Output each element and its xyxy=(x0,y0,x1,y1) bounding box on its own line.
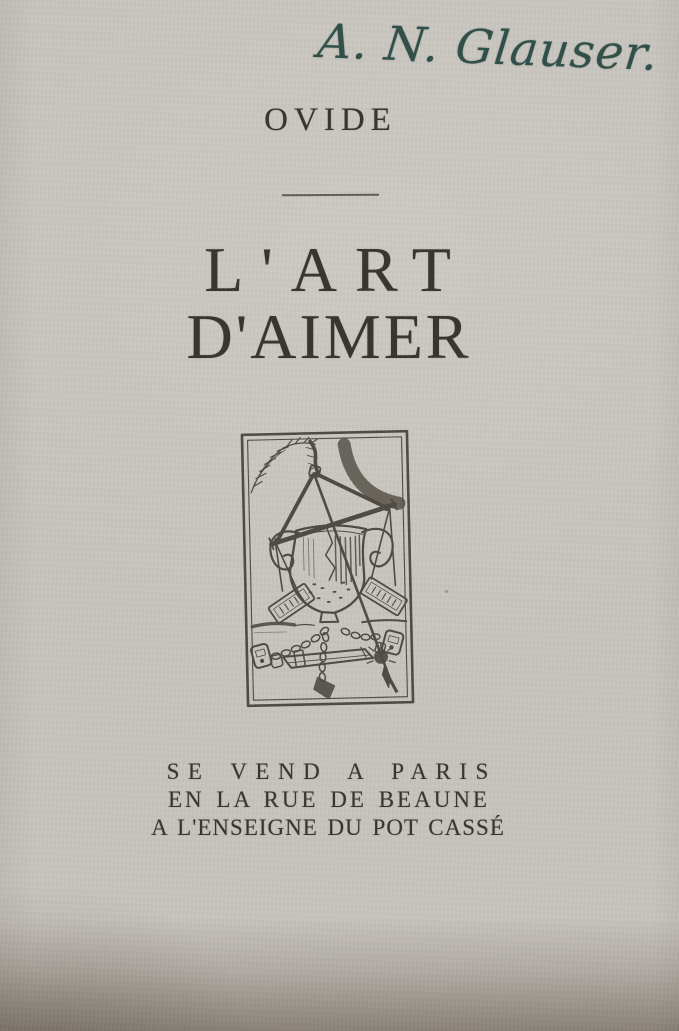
imprint-line-1 xyxy=(0,758,667,786)
title-line-2-text: D'AIMER xyxy=(186,301,472,372)
paper-speck xyxy=(445,590,448,593)
imprint-line-3-text: A L'ENSEIGNE DU POT CASSÉ xyxy=(151,815,505,840)
banner-right-icon xyxy=(360,577,407,616)
pot-casse-emblem xyxy=(240,429,415,708)
owner-inscription: A. N. Glauser. xyxy=(315,14,662,82)
author-name-text: OVIDE xyxy=(264,102,397,138)
imprint-line-2 xyxy=(0,786,667,814)
book-title-line-1 xyxy=(0,235,667,305)
imprint-line-2-text: EN LA RUE DE BEAUNE xyxy=(168,787,490,812)
banner-left-icon xyxy=(268,583,315,623)
imprint-line-3 xyxy=(0,814,667,842)
divider-rule xyxy=(282,194,379,197)
sun-rays-icon xyxy=(344,443,399,504)
padlock-left-icon xyxy=(250,643,283,669)
book-title-line-2 xyxy=(0,302,667,372)
imprint-line-1-text: SE VEND A PARIS xyxy=(166,759,497,784)
pendant-icon xyxy=(313,677,334,699)
title-line-1-text: L'ART xyxy=(204,234,469,305)
beam-icon xyxy=(283,647,373,668)
author-name xyxy=(0,100,667,140)
